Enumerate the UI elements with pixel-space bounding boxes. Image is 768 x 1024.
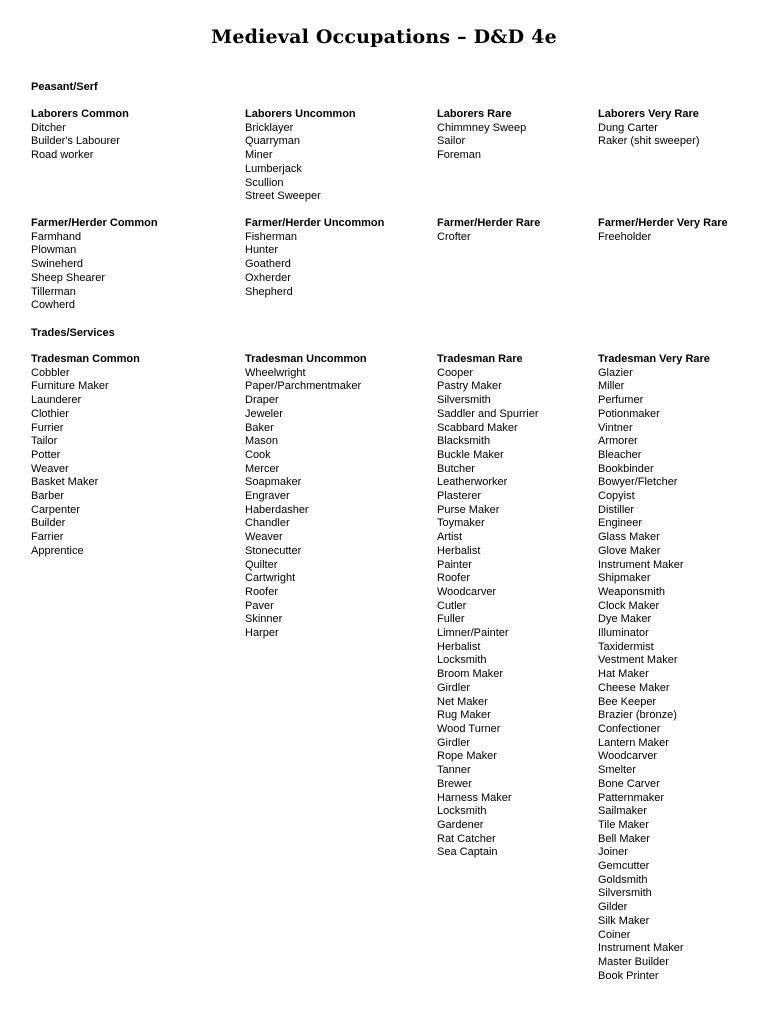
list-item: Carpenter [31, 503, 80, 516]
list-item: Tailor [31, 435, 58, 448]
column-farmer-herder-common [31, 217, 201, 313]
list-item: Book Printer [598, 969, 659, 982]
list-item: Saddler and Spurrier [437, 407, 539, 420]
list-item: Baker [245, 421, 274, 434]
list-item: Lantern Maker [598, 736, 669, 749]
list-item: Bleacher [598, 448, 642, 461]
column-heading: Tradesman Very Rare [598, 353, 710, 365]
list-item: Road worker [31, 149, 94, 162]
list-item: Swineherd [31, 258, 83, 271]
occupation-list [437, 231, 607, 245]
list-item: Skinner [245, 613, 283, 626]
list-item: Draper [245, 394, 279, 407]
list-item: Limner/Painter [437, 627, 509, 640]
list-item: Glass Maker [598, 531, 660, 544]
list-item: Scabbard Maker [437, 421, 518, 434]
document-title: Medieval Occupations – D&D 4e [211, 26, 557, 48]
list-item: Cook [245, 448, 271, 461]
section-heading-peasant-serf: Peasant/Serf [31, 81, 98, 93]
list-item: Fisherman [245, 230, 297, 243]
list-item: Brazier (bronze) [598, 709, 677, 722]
list-item: Locksmith [437, 805, 487, 818]
occupation-list [31, 122, 201, 163]
list-item: Chandler [245, 517, 290, 530]
list-item: Purse Maker [437, 503, 500, 516]
list-item: Goatherd [245, 258, 291, 271]
list-item: Herbalist [437, 544, 481, 557]
column-laborers-uncommon [245, 108, 415, 204]
list-item: Distiller [598, 503, 635, 516]
list-item: Jeweler [245, 407, 283, 420]
column-tradesman-rare [437, 353, 607, 860]
list-item: Herbalist [437, 640, 481, 653]
list-item: Gilder [598, 901, 628, 914]
column-tradesman-very-rare [598, 353, 768, 983]
list-item: Tillerman [31, 285, 76, 298]
occupation-list [437, 367, 607, 860]
list-item: Vintner [598, 421, 633, 434]
list-item: Gemcutter [598, 860, 650, 873]
list-item: Bell Maker [598, 832, 650, 845]
list-item: Clock Maker [598, 599, 660, 612]
list-item: Harness Maker [437, 791, 512, 804]
list-item: Silversmith [598, 887, 652, 900]
occupation-list [437, 122, 607, 163]
list-item: Confectioner [598, 722, 661, 735]
list-item: Broom Maker [437, 668, 504, 681]
column-heading: Laborers Rare [437, 108, 512, 120]
list-item: Sea Captain [437, 846, 498, 859]
list-item: Instrument Maker [598, 558, 684, 571]
list-item: Blacksmith [437, 435, 491, 448]
list-item: Harper [245, 627, 279, 640]
list-item: Smelter [598, 764, 636, 777]
list-item: Mason [245, 435, 279, 448]
list-item: Cooper [437, 366, 474, 379]
occupation-list [245, 122, 415, 204]
column-heading: Laborers Uncommon [245, 108, 356, 120]
occupation-list [31, 231, 201, 313]
list-item: Dye Maker [598, 613, 652, 626]
list-item: Taxidermist [598, 640, 654, 653]
list-item: Plowman [31, 244, 77, 257]
column-heading: Farmer/Herder Uncommon [245, 217, 385, 229]
list-item: Mercer [245, 462, 280, 475]
occupation-list [31, 367, 201, 559]
column-laborers-very-rare [598, 108, 768, 149]
list-item: Rug Maker [437, 709, 491, 722]
list-item: Cobbler [31, 366, 70, 379]
list-item: Roofer [437, 572, 471, 585]
column-farmer-herder-very-rare [598, 217, 768, 244]
list-item: Silk Maker [598, 914, 650, 927]
list-item: Goldsmith [598, 873, 648, 886]
list-item: Locksmith [437, 654, 487, 667]
list-item: Weaponsmith [598, 585, 666, 598]
column-heading: Laborers Common [31, 108, 129, 120]
list-item: Ditcher [31, 121, 66, 134]
list-item: Master Builder [598, 955, 669, 968]
list-item: Artist [437, 531, 463, 544]
list-item: Copyist [598, 490, 635, 503]
list-item: Coiner [598, 928, 631, 941]
list-item: Woodcarver [598, 750, 658, 763]
list-item: Girdler [437, 736, 471, 749]
list-item: Builder [31, 517, 66, 530]
list-item: Engraver [245, 490, 290, 503]
column-heading: Tradesman Uncommon [245, 353, 367, 365]
occupation-list [598, 231, 768, 245]
list-item: Bone Carver [598, 777, 660, 790]
list-item: Bee Keeper [598, 695, 657, 708]
list-item: Farrier [31, 531, 64, 544]
list-item: Rope Maker [437, 750, 497, 763]
list-item: Paper/Parchmentmaker [245, 380, 362, 393]
list-item: Furniture Maker [31, 380, 109, 393]
occupation-list [245, 231, 415, 300]
list-item: Lumberjack [245, 162, 302, 175]
list-item: Chimmney Sweep [437, 121, 527, 134]
list-item: Pastry Maker [437, 380, 502, 393]
list-item: Perfumer [598, 394, 644, 407]
list-item: Shepherd [245, 285, 293, 298]
column-heading: Laborers Very Rare [598, 108, 699, 120]
list-item: Leatherworker [437, 476, 508, 489]
list-item: Hunter [245, 244, 279, 257]
column-laborers-rare [437, 108, 607, 163]
section-heading-trades-services: Trades/Services [31, 327, 115, 339]
list-item: Apprentice [31, 544, 84, 557]
column-tradesman-common [31, 353, 201, 559]
list-item: Glazier [598, 366, 633, 379]
list-item: Freeholder [598, 230, 652, 243]
list-item: Weaver [31, 462, 69, 475]
list-item: Tile Maker [598, 818, 649, 831]
list-item: Clothier [31, 407, 69, 420]
list-item: Vestment Maker [598, 654, 678, 667]
list-item: Rat Catcher [437, 832, 496, 845]
list-item: Tanner [437, 764, 471, 777]
column-heading: Farmer/Herder Rare [437, 217, 541, 229]
list-item: Street Sweeper [245, 190, 321, 203]
list-item: Oxherder [245, 271, 291, 284]
list-item: Soapmaker [245, 476, 302, 489]
list-item: Sheep Shearer [31, 271, 105, 284]
list-item: Shipmaker [598, 572, 651, 585]
list-item: Basket Maker [31, 476, 99, 489]
list-item: Quarryman [245, 135, 301, 148]
list-item: Illuminator [598, 627, 649, 640]
column-heading: Farmer/Herder Common [31, 217, 158, 229]
occupation-list [598, 367, 768, 984]
list-item: Toymaker [437, 517, 485, 530]
list-item: Butcher [437, 462, 475, 475]
list-item: Sailmaker [598, 805, 647, 818]
list-item: Stonecutter [245, 544, 302, 557]
column-laborers-common [31, 108, 201, 163]
list-item: Glove Maker [598, 544, 661, 557]
column-farmer-herder-rare [437, 217, 607, 244]
list-item: Silversmith [437, 394, 491, 407]
list-item: Bricklayer [245, 121, 294, 134]
column-heading: Farmer/Herder Very Rare [598, 217, 728, 229]
column-heading: Tradesman Rare [437, 353, 523, 365]
list-item: Launderer [31, 394, 82, 407]
list-item: Weaver [245, 531, 283, 544]
list-item: Cheese Maker [598, 681, 670, 694]
column-heading: Tradesman Common [31, 353, 140, 365]
list-item: Barber [31, 490, 65, 503]
occupation-list [245, 367, 415, 641]
list-item: Wheelwright [245, 366, 306, 379]
list-item: Cowherd [31, 299, 76, 312]
list-item: Crofter [437, 230, 471, 243]
list-item: Bowyer/Fletcher [598, 476, 678, 489]
list-item: Paver [245, 599, 274, 612]
column-tradesman-uncommon [245, 353, 415, 641]
list-item: Buckle Maker [437, 448, 504, 461]
list-item: Engineer [598, 517, 643, 530]
list-item: Haberdasher [245, 503, 309, 516]
list-item: Miner [245, 149, 273, 162]
list-item: Farmhand [31, 230, 82, 243]
list-item: Gardener [437, 818, 484, 831]
list-item: Cartwright [245, 572, 296, 585]
list-item: Painter [437, 558, 472, 571]
list-item: Hat Maker [598, 668, 649, 681]
list-item: Woodcarver [437, 585, 497, 598]
list-item: Sailor [437, 135, 466, 148]
list-item: Dung Carter [598, 121, 658, 134]
list-item: Fuller [437, 613, 465, 626]
list-item: Builder's Labourer [31, 135, 120, 148]
occupation-list [598, 122, 768, 149]
list-item: Brewer [437, 777, 472, 790]
list-item: Plasterer [437, 490, 482, 503]
list-item: Instrument Maker [598, 942, 684, 955]
list-item: Scullion [245, 176, 284, 189]
list-item: Foreman [437, 149, 482, 162]
list-item: Quilter [245, 558, 278, 571]
list-item: Potionmaker [598, 407, 660, 420]
list-item: Cutler [437, 599, 467, 612]
list-item: Miller [598, 380, 625, 393]
list-item: Furrier [31, 421, 64, 434]
list-item: Wood Turner [437, 722, 501, 735]
list-item: Patternmaker [598, 791, 665, 804]
column-farmer-herder-uncommon [245, 217, 415, 299]
list-item: Girdler [437, 681, 471, 694]
list-item: Raker (shit sweeper) [598, 135, 700, 148]
list-item: Armorer [598, 435, 638, 448]
list-item: Net Maker [437, 695, 488, 708]
list-item: Bookbinder [598, 462, 654, 475]
list-item: Joiner [598, 846, 628, 859]
list-item: Roofer [245, 585, 279, 598]
list-item: Potter [31, 448, 61, 461]
